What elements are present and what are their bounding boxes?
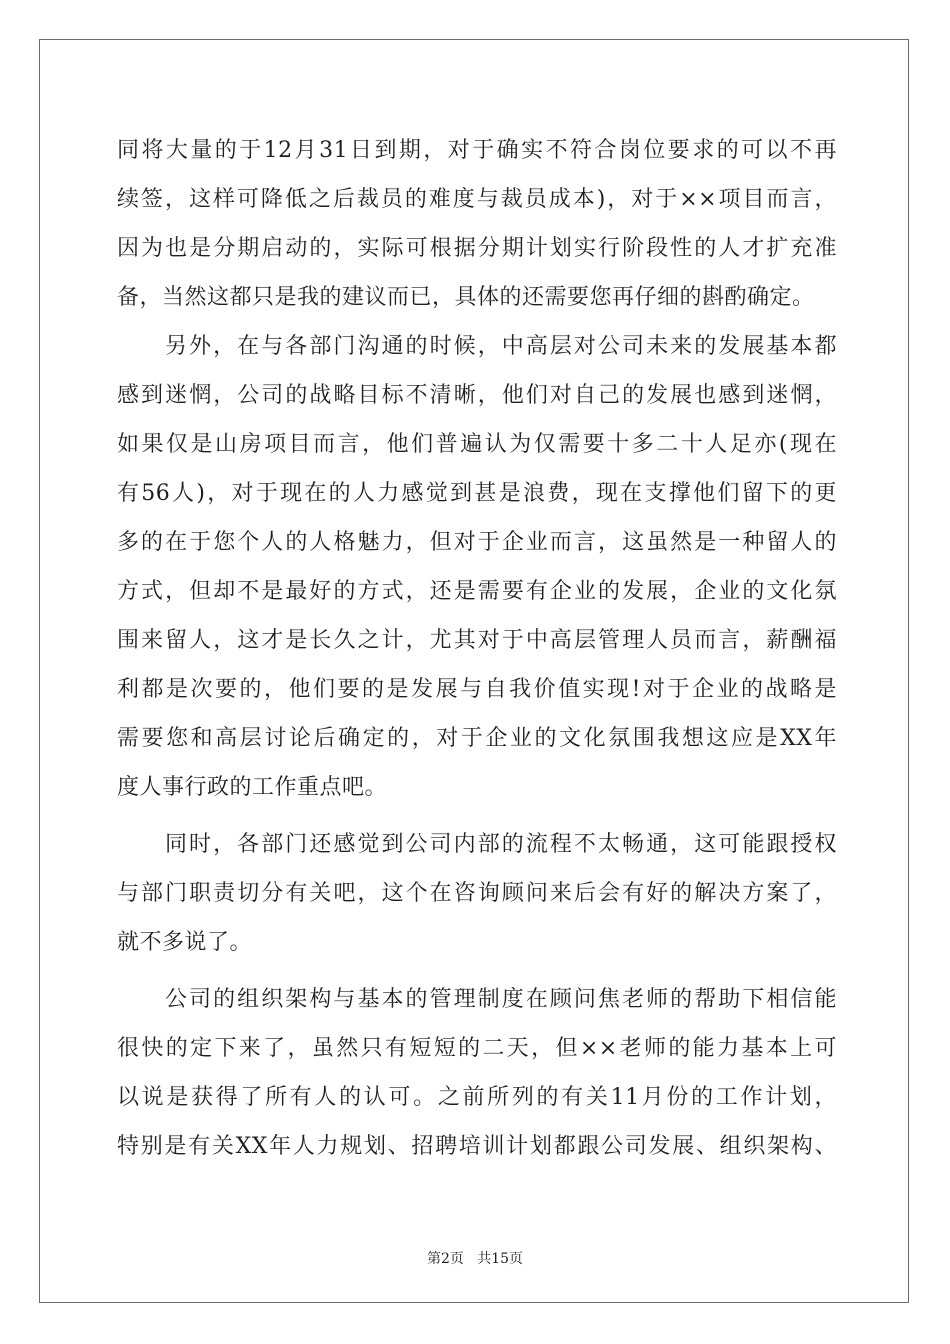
- text-line: 因为也是分期启动的，实际可根据分期计划实行阶段性的人才扩充准: [117, 236, 837, 261]
- text-line: 利都是次要的，他们要的是发展与自我价值实现!对于企业的战略是: [117, 677, 837, 702]
- paragraph-first-line: 同时，各部门还感觉到公司内部的流程不太畅通，这可能跟授权: [165, 832, 837, 857]
- text-line: 备，当然这都只是我的建议而已，具体的还需要您再仔细的斟酌确定。: [117, 285, 815, 310]
- text-line: 以说是获得了所有人的认可。之前所列的有关11月份的工作计划，: [117, 1085, 837, 1110]
- paragraph-first-line: 公司的组织架构与基本的管理制度在顾问焦老师的帮助下相信能: [165, 987, 837, 1012]
- text-line: 很快的定下来了，虽然只有短短的二天，但××老师的能力基本上可: [117, 1036, 837, 1061]
- text-line: 续签，这样可降低之后裁员的难度与裁员成本)，对于××项目而言，: [117, 187, 837, 212]
- text-line: 同将大量的于12月31日到期，对于确实不符合岗位要求的可以不再: [117, 138, 837, 163]
- text-line: 方式，但却不是最好的方式，还是需要有企业的发展，企业的文化氛: [117, 579, 837, 604]
- total-pages: 15: [491, 1251, 510, 1267]
- text-line: 有56人)，对于现在的人力感觉到甚是浪费，现在支撑他们留下的更: [117, 481, 837, 506]
- page-prefix: 第: [426, 1251, 441, 1267]
- text-line: 多的在于您个人的人格魅力，但对于企业而言，这虽然是一种留人的: [117, 530, 837, 555]
- total-suffix: 页: [509, 1251, 524, 1267]
- text-line: 特别是有关XX年人力规划、招聘培训计划都跟公司发展、组织架构、: [117, 1134, 837, 1159]
- text-line: 与部门职责切分有关吧，这个在咨询顾问来后会有好的解决方案了，: [117, 881, 837, 906]
- footer-gap: [464, 1251, 477, 1267]
- text-line: 度人事行政的工作重点吧。: [117, 775, 388, 800]
- total-prefix: 共: [477, 1251, 492, 1267]
- text-line: 如果仅是山房项目而言，他们普遍认为仅需要十多二十人足亦(现在: [117, 432, 837, 457]
- page-footer: [0, 1248, 950, 1268]
- text-line: 围来留人，这才是长久之计，尤其对于中高层管理人员而言，薪酬福: [117, 628, 837, 653]
- paragraph-first-line: 另外，在与各部门沟通的时候，中高层对公司未来的发展基本都: [165, 334, 837, 359]
- page-suffix: 页: [449, 1251, 464, 1267]
- text-line: 需要您和高层讨论后确定的，对于企业的文化氛围我想这应是XX年: [117, 726, 837, 751]
- text-line: 感到迷惘，公司的战略目标不清晰，他们对自己的发展也感到迷惘，: [117, 383, 837, 408]
- text-line: 就不多说了。: [117, 930, 253, 955]
- page-number: 2: [440, 1251, 450, 1267]
